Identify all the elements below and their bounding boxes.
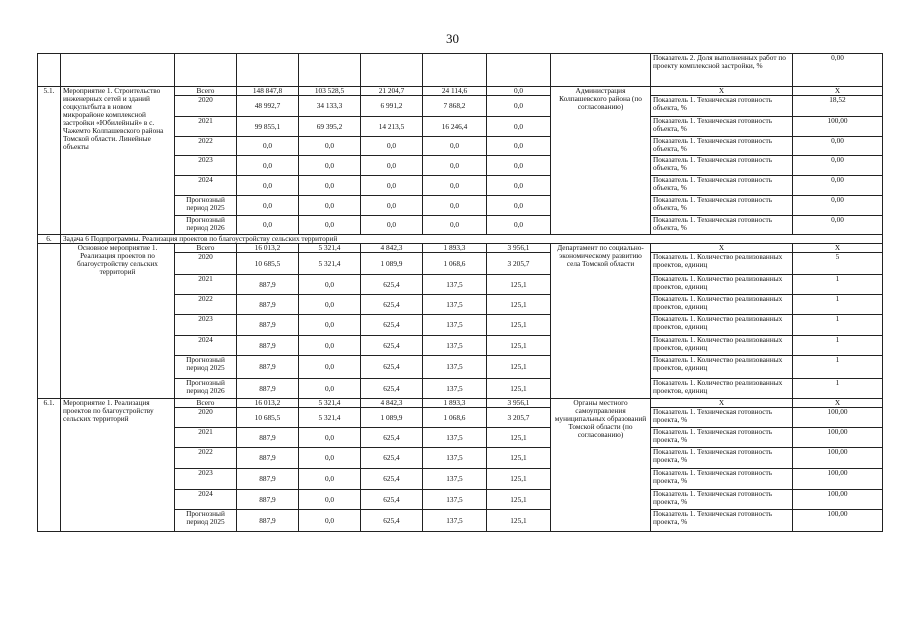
regional-amount: 625,4 xyxy=(361,448,423,469)
regional-amount: 6 991,2 xyxy=(361,96,423,117)
other-amount: 3 205,7 xyxy=(487,253,551,275)
local-amount: 137,5 xyxy=(423,315,487,336)
local-amount: 7 868,2 xyxy=(423,96,487,117)
other-amount: 125,1 xyxy=(487,490,551,510)
indicator-cell: Показатель 1. Техническая готовность проекта, % xyxy=(651,408,793,428)
federal-amount: 34 133,3 xyxy=(299,96,361,117)
indicator-cell: Показатель 1. Техническая готовность объекта, % xyxy=(651,156,793,176)
table-row xyxy=(38,54,883,87)
indicator-cell: Х xyxy=(651,244,793,253)
year-cell: Прогнозный период 2026 xyxy=(175,216,237,235)
year-cell: 2020 xyxy=(175,96,237,117)
year-cell: 2020 xyxy=(175,408,237,428)
regional-amount: 4 842,3 xyxy=(361,244,423,253)
local-amount: 1 893,3 xyxy=(423,399,487,408)
year-cell: Всего xyxy=(175,399,237,408)
local-amount: 137,5 xyxy=(423,275,487,295)
federal-amount: 0,0 xyxy=(299,469,361,490)
regional-amount: 625,4 xyxy=(361,336,423,356)
regional-amount: 625,4 xyxy=(361,275,423,295)
federal-amount: 5 321,4 xyxy=(299,408,361,428)
indicator-value: 0,00 xyxy=(793,156,883,176)
federal-amount: 0,0 xyxy=(299,356,361,379)
year-cell: 2023 xyxy=(175,469,237,490)
regional-amount: 14 213,5 xyxy=(361,117,423,137)
total-amount: 887,9 xyxy=(237,356,299,379)
total-amount: 887,9 xyxy=(237,315,299,336)
measure-6-1-section xyxy=(38,399,883,532)
indicator-value: 100,00 xyxy=(793,490,883,510)
total-amount: 887,9 xyxy=(237,510,299,532)
local-amount: 0,0 xyxy=(423,196,487,216)
main-measure-6-section xyxy=(38,244,883,399)
federal-amount: 0,0 xyxy=(299,176,361,196)
indicator-cell: Х xyxy=(651,87,793,96)
total-amount: 887,9 xyxy=(237,336,299,356)
federal-amount: 0,0 xyxy=(299,196,361,216)
year-cell: 2024 xyxy=(175,490,237,510)
other-amount: 125,1 xyxy=(487,379,551,399)
local-amount: 137,5 xyxy=(423,295,487,315)
total-amount: 48 992,7 xyxy=(237,96,299,117)
federal-amount: 0,0 xyxy=(299,216,361,235)
indicator-cell: Показатель 1. Количество реализованных проектов, единиц xyxy=(651,356,793,379)
executor-cell: Департамент по социально-экономическому развитию села Томской области xyxy=(551,244,651,399)
total-amount: 0,0 xyxy=(237,216,299,235)
regional-amount: 625,4 xyxy=(361,295,423,315)
local-amount: 137,5 xyxy=(423,356,487,379)
indicator-value: 100,00 xyxy=(793,408,883,428)
indicator-cell: Показатель 1. Техническая готовность проекта, % xyxy=(651,448,793,469)
federal-amount: 0,0 xyxy=(299,428,361,448)
local-amount: 137,5 xyxy=(423,428,487,448)
local-amount: 137,5 xyxy=(423,336,487,356)
measure-number: 6.1. xyxy=(38,399,61,532)
indicator-cell: Показатель 1. Техническая готовность объекта, % xyxy=(651,216,793,235)
regional-amount: 625,4 xyxy=(361,510,423,532)
year-cell: Прогнозный период 2025 xyxy=(175,356,237,379)
year-cell: 2024 xyxy=(175,336,237,356)
regional-amount: 625,4 xyxy=(361,379,423,399)
indicator-value: Х xyxy=(793,244,883,253)
indicator-value: 5 xyxy=(793,253,883,275)
local-amount: 1 893,3 xyxy=(423,244,487,253)
indicator-cell: Показатель 1. Техническая готовность объекта, % xyxy=(651,196,793,216)
other-amount: 3 205,7 xyxy=(487,408,551,428)
indicator-value: 0,00 xyxy=(793,54,883,87)
total-amount: 16 013,2 xyxy=(237,399,299,408)
indicator-value: 1 xyxy=(793,275,883,295)
indicator-cell: Показатель 1. Техническая готовность объекта, % xyxy=(651,137,793,156)
regional-amount: 0,0 xyxy=(361,156,423,176)
other-amount: 125,1 xyxy=(487,510,551,532)
other-amount: 0,0 xyxy=(487,117,551,137)
other-amount: 0,0 xyxy=(487,137,551,156)
year-cell: 2021 xyxy=(175,275,237,295)
other-amount: 3 956,1 xyxy=(487,399,551,408)
total-amount: 148 847,8 xyxy=(237,87,299,96)
other-amount: 125,1 xyxy=(487,356,551,379)
year-cell: Прогнозный период 2026 xyxy=(175,379,237,399)
indicator-value: 100,00 xyxy=(793,448,883,469)
total-amount: 887,9 xyxy=(237,490,299,510)
indicator-cell: Показатель 1. Техническая готовность объекта, % xyxy=(651,176,793,196)
local-amount: 137,5 xyxy=(423,490,487,510)
regional-amount: 0,0 xyxy=(361,216,423,235)
indicator-cell: Показатель 1. Количество реализованных проектов, единиц xyxy=(651,295,793,315)
measure-number: 5.1. xyxy=(38,87,61,235)
regional-amount: 21 204,7 xyxy=(361,87,423,96)
other-amount: 125,1 xyxy=(487,295,551,315)
total-amount: 887,9 xyxy=(237,379,299,399)
total-amount: 0,0 xyxy=(237,196,299,216)
other-amount: 0,0 xyxy=(487,87,551,96)
indicator-cell: Показатель 1. Техническая готовность объекта, % xyxy=(651,117,793,137)
local-amount: 137,5 xyxy=(423,510,487,532)
other-amount: 125,1 xyxy=(487,336,551,356)
regional-amount: 1 089,9 xyxy=(361,253,423,275)
indicator-value: 0,00 xyxy=(793,176,883,196)
local-amount: 1 068,6 xyxy=(423,408,487,428)
total-amount: 10 685,5 xyxy=(237,253,299,275)
federal-amount: 0,0 xyxy=(299,448,361,469)
year-cell: Прогнозный период 2025 xyxy=(175,196,237,216)
total-amount: 887,9 xyxy=(237,275,299,295)
regional-amount: 0,0 xyxy=(361,137,423,156)
indicator-value: 100,00 xyxy=(793,469,883,490)
year-cell: 2021 xyxy=(175,117,237,137)
regional-amount: 625,4 xyxy=(361,428,423,448)
federal-amount: 0,0 xyxy=(299,156,361,176)
total-amount: 0,0 xyxy=(237,137,299,156)
indicator-cell: Показатель 1. Техническая готовность проекта, % xyxy=(651,510,793,532)
total-amount: 887,9 xyxy=(237,448,299,469)
task-title: Задача 6 Подпрограммы. Реализация проектов по благоустройству сельских территорий xyxy=(61,235,883,244)
year-cell: Всего xyxy=(175,244,237,253)
indicator-cell: Показатель 2. Доля выполненных работ по проекту комплексной застройки, % xyxy=(651,54,793,87)
indicator-value: 1 xyxy=(793,356,883,379)
page-number: 30 xyxy=(446,31,459,46)
executor-cell: Администрация Колпашевского района (по согласованию) xyxy=(551,87,651,235)
executor-cell: Органы местного самоуправления муниципальных образований Томской области (по согласованию) xyxy=(551,399,651,532)
local-amount: 137,5 xyxy=(423,469,487,490)
federal-amount: 0,0 xyxy=(299,295,361,315)
indicator-value: 0,00 xyxy=(793,216,883,235)
federal-amount: 0,0 xyxy=(299,315,361,336)
federal-amount: 5 321,4 xyxy=(299,399,361,408)
year-cell: 2024 xyxy=(175,176,237,196)
local-amount: 137,5 xyxy=(423,448,487,469)
year-cell: 2020 xyxy=(175,253,237,275)
year-cell: 2021 xyxy=(175,428,237,448)
federal-amount: 0,0 xyxy=(299,336,361,356)
indicator-cell: Показатель 1. Количество реализованных проектов, единиц xyxy=(651,315,793,336)
measure-name: Мероприятие 1. Реализация проектов по благоустройству сельских территорий xyxy=(61,399,175,532)
task-number: 6. xyxy=(38,235,61,244)
indicator-cell: Показатель 1. Количество реализованных проектов, единиц xyxy=(651,336,793,356)
other-amount: 125,1 xyxy=(487,315,551,336)
year-cell: 2023 xyxy=(175,156,237,176)
other-amount: 125,1 xyxy=(487,428,551,448)
local-amount: 1 068,6 xyxy=(423,253,487,275)
other-amount: 125,1 xyxy=(487,469,551,490)
program-table xyxy=(37,53,883,532)
total-amount: 887,9 xyxy=(237,469,299,490)
federal-amount: 5 321,4 xyxy=(299,253,361,275)
other-amount: 0,0 xyxy=(487,216,551,235)
year-cell: Прогнозный период 2025 xyxy=(175,510,237,532)
other-amount: 0,0 xyxy=(487,196,551,216)
total-amount: 99 855,1 xyxy=(237,117,299,137)
indicator-value: 100,00 xyxy=(793,510,883,532)
indicator-value: 1 xyxy=(793,295,883,315)
indicator-cell: Показатель 1. Техническая готовность проекта, % xyxy=(651,469,793,490)
total-amount: 0,0 xyxy=(237,176,299,196)
local-amount: 24 114,6 xyxy=(423,87,487,96)
other-amount: 125,1 xyxy=(487,448,551,469)
top-section xyxy=(38,54,883,87)
federal-amount: 0,0 xyxy=(299,275,361,295)
indicator-cell: Показатель 1. Техническая готовность проекта, % xyxy=(651,428,793,448)
indicator-value: 100,00 xyxy=(793,117,883,137)
federal-amount: 0,0 xyxy=(299,510,361,532)
year-cell: Всего xyxy=(175,87,237,96)
year-cell: 2022 xyxy=(175,295,237,315)
regional-amount: 0,0 xyxy=(361,196,423,216)
total-amount: 887,9 xyxy=(237,295,299,315)
indicator-cell: Показатель 1. Количество реализованных проектов, единиц xyxy=(651,275,793,295)
indicator-cell: Х xyxy=(651,399,793,408)
indicator-value: 0,00 xyxy=(793,137,883,156)
measure-name: Мероприятие 1. Строительство инженерных сетей и зданий соцкультбыта в новом микрорайоне комплексной застройки «Юбилейный» в с. Чажемто Колпашевского района Томской области. Линейные объекты xyxy=(61,87,175,235)
federal-amount: 103 528,5 xyxy=(299,87,361,96)
indicator-cell: Показатель 1. Техническая готовность объекта, % xyxy=(651,96,793,117)
regional-amount: 0,0 xyxy=(361,176,423,196)
year-cell: 2022 xyxy=(175,448,237,469)
indicator-cell: Показатель 1. Техническая готовность проекта, % xyxy=(651,490,793,510)
federal-amount: 5 321,4 xyxy=(299,244,361,253)
indicator-value: Х xyxy=(793,87,883,96)
local-amount: 0,0 xyxy=(423,156,487,176)
measure-number xyxy=(38,244,61,399)
federal-amount: 0,0 xyxy=(299,490,361,510)
other-amount: 0,0 xyxy=(487,96,551,117)
indicator-cell: Показатель 1. Количество реализованных проектов, единиц xyxy=(651,379,793,399)
federal-amount: 0,0 xyxy=(299,379,361,399)
year-cell: 2023 xyxy=(175,315,237,336)
total-amount: 887,9 xyxy=(237,428,299,448)
indicator-value: 100,00 xyxy=(793,428,883,448)
other-amount: 3 956,1 xyxy=(487,244,551,253)
local-amount: 0,0 xyxy=(423,137,487,156)
other-amount: 125,1 xyxy=(487,275,551,295)
indicator-value: 1 xyxy=(793,315,883,336)
total-amount: 10 685,5 xyxy=(237,408,299,428)
regional-amount: 625,4 xyxy=(361,315,423,336)
federal-amount: 69 395,2 xyxy=(299,117,361,137)
indicator-value: Х xyxy=(793,399,883,408)
local-amount: 0,0 xyxy=(423,216,487,235)
year-cell: 2022 xyxy=(175,137,237,156)
indicator-value: 1 xyxy=(793,336,883,356)
indicator-value: 1 xyxy=(793,379,883,399)
indicator-value: 0,00 xyxy=(793,196,883,216)
local-amount: 0,0 xyxy=(423,176,487,196)
other-amount: 0,0 xyxy=(487,156,551,176)
indicator-value: 18,52 xyxy=(793,96,883,117)
local-amount: 16 246,4 xyxy=(423,117,487,137)
measure-name: Основное мероприятие 1. Реализация проектов по благоустройству сельских территорий xyxy=(61,244,175,399)
total-amount: 16 013,2 xyxy=(237,244,299,253)
regional-amount: 625,4 xyxy=(361,469,423,490)
regional-amount: 625,4 xyxy=(361,490,423,510)
federal-amount: 0,0 xyxy=(299,137,361,156)
other-amount: 0,0 xyxy=(487,176,551,196)
regional-amount: 1 089,9 xyxy=(361,408,423,428)
total-amount: 0,0 xyxy=(237,156,299,176)
regional-amount: 625,4 xyxy=(361,356,423,379)
measure-5-1-section xyxy=(38,87,883,235)
regional-amount: 4 842,3 xyxy=(361,399,423,408)
indicator-cell: Показатель 1. Количество реализованных проектов, единиц xyxy=(651,253,793,275)
local-amount: 137,5 xyxy=(423,379,487,399)
